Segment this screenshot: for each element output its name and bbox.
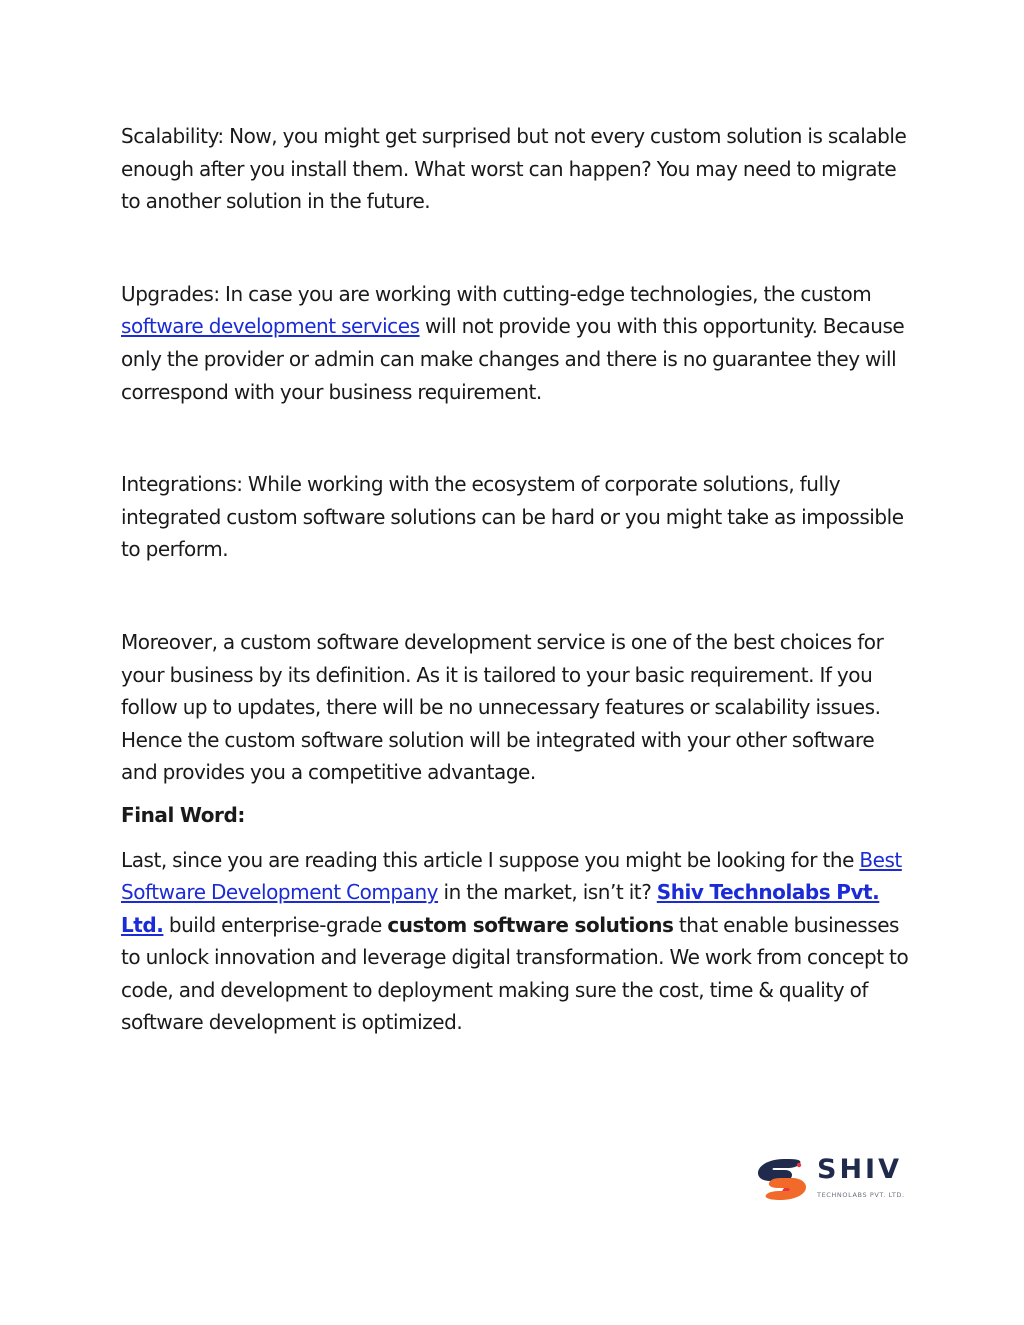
custom-software-solutions-bold: custom software solutions: [387, 912, 674, 937]
last-text-part3: build enterprise-grade: [163, 912, 388, 937]
paragraph-integrations: Integrations: While working with the ecosystem of corporate solutions, fully integrated custom software solutions can be hard or you might take as impossible to perform.: [121, 472, 904, 562]
paragraph-scalability: Scalability: Now, you might get surprised but not every custom solution is scalable enough after you install them. What worst can happen? You may need to migrate to another solution in the future.: [121, 124, 907, 214]
shiv-technolabs-link[interactable]: Shiv Technolabs Pvt. Ltd.: [121, 880, 880, 937]
upgrades-text-before: Upgrades: In case you are working with cutting-edge technologies, the custom: [121, 281, 872, 306]
software-development-services-link[interactable]: software development services: [121, 314, 420, 339]
best-software-development-company-link[interactable]: Best Software Development Company: [121, 847, 902, 905]
paragraph-last: [121, 844, 911, 1040]
paragraph-upgrades: [121, 278, 911, 408]
document-body: [121, 120, 911, 1039]
paragraph-moreover: Moreover, a custom software development service is one of the best choices for your business by its definition. As it is tailored to your basic requirement. If you follow up to updates, there will be no unnecessary features or scalability issues. Hence the custom software solution will be integrated with your other software and provides you a competitive advantage.: [121, 629, 884, 785]
last-text-part2: in the market, isn’t it?: [438, 880, 657, 905]
logo-subtitle: TECHNOLABS PVT. LTD.: [817, 1191, 905, 1199]
last-text-part4: that enable businesses to unlock innovation and leverage digital transformation. We work from concept to code, and development to deployment making sure the cost, time & quality of software development is optimized.: [121, 912, 909, 1035]
shiv-logo-mark-icon: [754, 1156, 810, 1202]
last-text-part1: Last, since you are reading this article I suppose you might be looking for the: [121, 847, 860, 872]
upgrades-text-after: will not provide you with this opportunity. Because only the provider or admin can make changes and there is no guarantee they will correspond with your business requirement.: [121, 314, 905, 404]
shiv-technolabs-logo: [754, 1156, 904, 1202]
logo-wordmark: SHIV: [817, 1154, 902, 1185]
final-word-heading: Final Word:: [121, 802, 245, 827]
